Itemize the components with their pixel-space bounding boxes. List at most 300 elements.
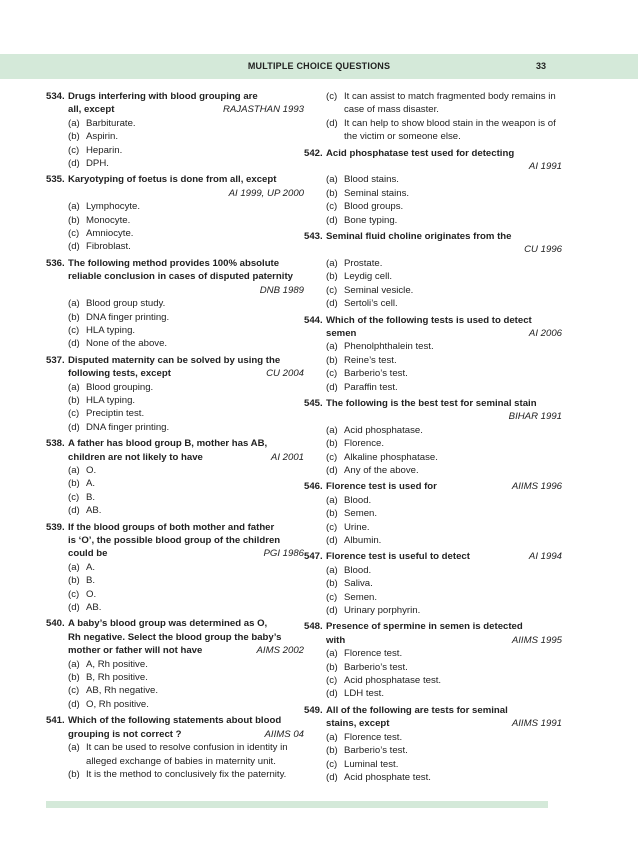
option-text: Barberio’s test.: [344, 368, 408, 380]
option: [326, 257, 562, 270]
option-label: (a): [68, 117, 80, 129]
option: [68, 117, 304, 130]
question-line: [304, 620, 562, 633]
option: [68, 768, 304, 781]
option: [326, 354, 562, 367]
option-label: (a): [326, 424, 338, 436]
question-text: [326, 480, 562, 493]
question-line: [304, 634, 562, 647]
question-text-part: grouping is not correct ?: [68, 728, 182, 740]
option-label: (c): [326, 591, 338, 603]
option-label: (a): [68, 464, 80, 476]
options-list: [68, 658, 304, 712]
option-label: (b): [68, 394, 80, 406]
option: [68, 574, 304, 587]
option-text: Reine’s test.: [344, 354, 397, 366]
question-text: All of the following are tests for seminal: [326, 704, 508, 716]
question-text-part: children are not likely to have: [68, 451, 203, 463]
question-text: [68, 728, 304, 741]
option-text: It can be used to resolve confusion in identity in alleged exchange of babies in maternity unit.: [86, 742, 288, 767]
question-line: [304, 717, 562, 730]
option-label: (d): [68, 241, 80, 253]
question: [304, 397, 562, 477]
option-text: O.: [86, 588, 97, 600]
question-text: [326, 634, 562, 647]
option-text: Leydig cell.: [344, 271, 392, 283]
option-text: DNA finger printing.: [86, 311, 170, 323]
option-label: (c): [68, 144, 80, 156]
question: [46, 354, 304, 434]
question-line: [46, 644, 304, 657]
option-label: (c): [326, 675, 338, 687]
option-text: Seminal vesicle.: [344, 284, 414, 296]
question-number: 540.: [46, 618, 65, 630]
options-list: [326, 340, 562, 394]
question-text: [68, 547, 304, 560]
question-line: [46, 451, 304, 464]
option-label: (b): [326, 187, 338, 199]
option-label: (b): [326, 438, 338, 450]
question-number: 543.: [304, 231, 323, 243]
question-text: reliable conclusion in cases of disputed paternity: [68, 271, 293, 283]
question-line: [304, 704, 562, 717]
option: [326, 661, 562, 674]
question-number: [46, 631, 68, 644]
option-text: A.: [86, 478, 96, 490]
option-label: (d): [326, 771, 338, 783]
option: [68, 297, 304, 310]
question-text: [68, 644, 304, 657]
option-text: Saliva.: [344, 578, 373, 590]
question-text: Seminal fluid choline originates from the: [326, 231, 512, 243]
option: [68, 601, 304, 614]
option: [326, 117, 562, 144]
option-text: Lymphocyte.: [86, 201, 141, 213]
option-text: Phenolphthalein test.: [344, 341, 434, 353]
option-label: (d): [68, 158, 80, 170]
option: [68, 200, 304, 213]
option-label: (a): [326, 564, 338, 576]
option: [326, 744, 562, 757]
option: [68, 504, 304, 517]
option: [68, 130, 304, 143]
option-label: (d): [68, 602, 80, 614]
option-label: (b): [68, 131, 80, 143]
option-label: (c): [326, 284, 338, 296]
option: [326, 451, 562, 464]
option-label: (b): [326, 661, 338, 673]
question-line: [46, 714, 304, 727]
right-column: [304, 90, 562, 787]
question-line: [46, 728, 304, 741]
option-label: (b): [326, 354, 338, 366]
option: [68, 741, 304, 768]
option-text: Paraffin test.: [344, 381, 398, 393]
option-text: Barbiturate.: [86, 117, 136, 129]
option-label: (b): [68, 768, 80, 780]
question: [46, 521, 304, 615]
options-list: [68, 117, 304, 171]
option-label: (d): [326, 688, 338, 700]
question-number: [46, 644, 68, 657]
options-list: [68, 200, 304, 254]
question-text: [68, 367, 304, 380]
option: [326, 647, 562, 660]
options-list: [326, 731, 562, 785]
option-text: Urine.: [344, 521, 370, 533]
option-text: Seminal stains.: [344, 187, 410, 199]
exam-source: DNB 1989: [259, 284, 304, 296]
page-title: MULTIPLE CHOICE QUESTIONS: [247, 61, 391, 71]
page-number: 33: [536, 61, 547, 71]
question-text-part: with: [326, 634, 346, 646]
question: [304, 704, 562, 784]
question-number: 539.: [46, 521, 65, 533]
option-label: (a): [68, 658, 80, 670]
question: [304, 480, 562, 547]
option: [326, 270, 562, 283]
option: [326, 687, 562, 700]
option-text: HLA typing.: [86, 394, 136, 406]
option-label: (c): [68, 324, 80, 336]
option-label: (d): [68, 698, 80, 710]
option-text: It can assist to match fragmented body remains in case of mass disaster.: [344, 91, 556, 116]
option: [68, 337, 304, 350]
option: [68, 324, 304, 337]
option-label: (c): [326, 758, 338, 770]
option-text: Florence test.: [344, 648, 403, 660]
option-text: Prostate.: [344, 257, 383, 269]
question-line: [46, 631, 304, 644]
question-text-part: following tests, except: [68, 368, 171, 380]
option: [326, 507, 562, 520]
question-number: [46, 367, 68, 380]
question: [46, 437, 304, 517]
question-line: [46, 437, 304, 450]
option-text: Luminal test.: [344, 758, 399, 770]
exam-source: AIIMS 04: [264, 728, 304, 740]
question-number: 547.: [304, 551, 323, 563]
option-text: Aspirin.: [86, 131, 118, 143]
option-label: (d): [326, 605, 338, 617]
option-label: (a): [326, 494, 338, 506]
question-number: 549.: [304, 704, 323, 716]
question-line: [46, 270, 304, 283]
question-number: 545.: [304, 397, 323, 409]
option-text: Blood grouping.: [86, 381, 154, 393]
option-text: B.: [86, 575, 96, 587]
question-number: [46, 547, 68, 560]
option: [68, 214, 304, 227]
option: [326, 591, 562, 604]
option-text: Semen.: [344, 508, 378, 520]
option-label: (d): [326, 214, 338, 226]
question-text: A baby’s blood group was determined as O,: [68, 618, 268, 630]
option-text: Florence test.: [344, 731, 403, 743]
question-line: [304, 550, 562, 563]
option-text: Bone typing.: [344, 214, 398, 226]
option-label: (c): [326, 521, 338, 533]
option-text: O.: [86, 464, 97, 476]
option: [68, 421, 304, 434]
question-number: [46, 534, 68, 547]
question: [304, 620, 562, 700]
question-number: [46, 270, 68, 283]
option-text: It is the method to conclusively fix the paternity.: [86, 768, 287, 780]
question-number: 541.: [46, 715, 65, 727]
option-label: (a): [68, 742, 80, 754]
option-text: AB.: [86, 505, 102, 517]
question-line: [304, 147, 562, 160]
question-line: [46, 367, 304, 380]
option-text: LDH test.: [344, 688, 384, 700]
option: [68, 698, 304, 711]
question-number: 536.: [46, 257, 65, 269]
question: [304, 314, 562, 394]
question-text: If the blood groups of both mother and father: [68, 521, 275, 533]
option: [326, 731, 562, 744]
option-label: (a): [68, 561, 80, 573]
exam-source: CU 1996: [524, 244, 562, 256]
question-text: [326, 550, 562, 563]
option-label: (d): [326, 464, 338, 476]
option-label: (a): [68, 381, 80, 393]
option: [326, 494, 562, 507]
option-label: (d): [68, 338, 80, 350]
option: [326, 604, 562, 617]
option: [326, 187, 562, 200]
question-line: [304, 327, 562, 340]
option: [68, 144, 304, 157]
option-text: Urinary porphyrin.: [344, 605, 421, 617]
option-label: (b): [68, 672, 80, 684]
question: [304, 230, 562, 310]
question: [304, 147, 562, 227]
question-number: 548.: [304, 621, 323, 633]
option: [68, 464, 304, 477]
option-label: (a): [326, 341, 338, 353]
option-label: (a): [68, 298, 80, 310]
option-text: AB, Rh negative.: [86, 685, 158, 697]
question-text-part: mother or father will not have: [68, 645, 203, 657]
option-label: (c): [326, 201, 338, 213]
question-line: [304, 230, 562, 243]
question-line: [46, 103, 304, 116]
question-text: The following is the best test for seminal stain: [326, 397, 537, 409]
option-text: DPH.: [86, 158, 109, 170]
question-text: A father has blood group B, mother has AB,: [68, 438, 268, 450]
option-text: Any of the above.: [344, 464, 419, 476]
option: [68, 477, 304, 490]
option-text: A, Rh positive.: [86, 658, 148, 670]
question-text: The following method provides 100% absolute: [68, 257, 280, 269]
question-number: [304, 634, 326, 647]
option: [326, 214, 562, 227]
option-text: DNA finger printing.: [86, 421, 170, 433]
question-line: [46, 173, 304, 186]
option: [68, 684, 304, 697]
options-list: [68, 297, 304, 351]
option-label: (a): [326, 174, 338, 186]
options-list: [68, 561, 304, 615]
page-header: [0, 54, 638, 79]
option: [326, 521, 562, 534]
question-number: [304, 327, 326, 340]
question-line: [304, 480, 562, 493]
option: [326, 297, 562, 310]
option: [68, 491, 304, 504]
option: [326, 464, 562, 477]
option: [326, 340, 562, 353]
option-text: HLA typing.: [86, 324, 136, 336]
question-text-part: stains, except: [326, 718, 390, 730]
option: [68, 407, 304, 420]
exam-source: BIHAR 1991: [508, 411, 562, 423]
question-number: 546.: [304, 481, 323, 493]
option-label: (a): [326, 648, 338, 660]
option-text: Acid phosphate test.: [344, 771, 431, 783]
question-number: [46, 451, 68, 464]
option-text: Sertoli’s cell.: [344, 298, 398, 310]
question: [46, 90, 304, 170]
question-text-part: Florence test is useful to detect: [326, 551, 470, 563]
option: [68, 240, 304, 253]
exam-source: AI 2006: [528, 327, 562, 339]
option: [68, 658, 304, 671]
option: [326, 674, 562, 687]
option: [326, 90, 562, 117]
question-text: Karyotyping of foetus is done from all, except: [68, 174, 277, 186]
question-line: [46, 534, 304, 547]
question: [304, 550, 562, 617]
exam-source: CU 2004: [266, 368, 304, 380]
option-label: (c): [326, 91, 338, 102]
option-text: Alkaline phosphatase.: [344, 451, 438, 463]
options-list: [326, 564, 562, 618]
exam-source: AI 1999, UP 2000: [228, 187, 304, 199]
question-number: [46, 103, 68, 116]
option-text: O, Rh positive.: [86, 698, 149, 710]
option-label: (b): [326, 271, 338, 283]
question-text-part: all, except: [68, 104, 115, 116]
option: [326, 758, 562, 771]
question-text: Which of the following tests is used to detect: [326, 314, 532, 326]
question-text-part: semen: [326, 327, 357, 339]
question-number: 542.: [304, 147, 323, 159]
option-text: Heparin.: [86, 144, 123, 156]
left-column: [46, 90, 304, 784]
option-text: Barberio’s test.: [344, 661, 408, 673]
option-text: Monocyte.: [86, 214, 131, 226]
option-label: (c): [68, 685, 80, 697]
question-number: 538.: [46, 438, 65, 450]
option: [326, 381, 562, 394]
option-text: Amniocyte.: [86, 228, 134, 240]
option-label: (b): [68, 214, 80, 226]
option-label: (d): [326, 117, 338, 129]
option-text: Acid phosphatase test.: [344, 675, 442, 687]
option-label: (d): [326, 535, 338, 546]
option-text: Florence.: [344, 438, 384, 450]
exam-source: AI 1994: [528, 551, 562, 563]
question-number: 544.: [304, 314, 323, 326]
option-text: Blood.: [344, 564, 372, 576]
option: [326, 534, 562, 547]
exam-source: RAJASTHAN 1993: [222, 104, 304, 116]
question-text-part: could be: [68, 548, 108, 560]
question-line: [46, 617, 304, 630]
option: [68, 561, 304, 574]
option-label: (b): [326, 508, 338, 520]
option: [68, 381, 304, 394]
option: [326, 577, 562, 590]
option-label: (d): [326, 381, 338, 393]
question-line: [46, 354, 304, 367]
options-list: [326, 173, 562, 227]
exam-source: AI 1991: [528, 161, 562, 173]
option: [326, 284, 562, 297]
option-text: A.: [86, 561, 96, 573]
question-text: Drugs interfering with blood grouping are: [68, 91, 258, 102]
option-text: None of the above.: [86, 338, 168, 350]
option: [68, 227, 304, 240]
option: [326, 437, 562, 450]
options-list: [68, 741, 304, 781]
option-label: (d): [68, 505, 80, 517]
question: [46, 173, 304, 253]
option-text: Blood groups.: [344, 201, 404, 213]
question: [304, 90, 562, 144]
exam-source: PGI 1986: [263, 548, 304, 560]
option-text: Acid phosphatase.: [344, 424, 423, 436]
option-text: B.: [86, 491, 96, 503]
option-label: (c): [326, 451, 338, 463]
footer-bar: [46, 801, 548, 808]
options-list: [326, 257, 562, 311]
options-list: [326, 494, 562, 548]
question: [46, 617, 304, 711]
option: [68, 311, 304, 324]
question-text: [68, 103, 304, 116]
option: [326, 771, 562, 784]
option-text: AB.: [86, 602, 102, 614]
question-line: [46, 521, 304, 534]
option-label: (a): [326, 731, 338, 743]
option-label: (a): [68, 201, 80, 213]
question-text: Disputed maternity can be solved by using the: [68, 354, 281, 366]
option-text: Barberio’s test.: [344, 745, 408, 757]
question-text: [326, 717, 562, 730]
option-label: (d): [326, 298, 338, 310]
option-label: (a): [326, 257, 338, 269]
options-list: [326, 647, 562, 701]
question-text: [68, 451, 304, 464]
option-label: (c): [68, 408, 80, 420]
option-label: (c): [326, 368, 338, 380]
option-label: (c): [68, 491, 80, 503]
question-number: [46, 728, 68, 741]
option-label: (c): [68, 588, 80, 600]
option-label: (b): [68, 311, 80, 323]
option: [68, 671, 304, 684]
option-text: B, Rh positive.: [86, 672, 148, 684]
question: [46, 714, 304, 781]
question-text: Rh negative. Select the blood group the baby’s: [68, 631, 282, 643]
option-label: (b): [326, 745, 338, 757]
question-text: Which of the following statements about blood: [68, 715, 282, 727]
option-label: (b): [68, 575, 80, 587]
question-text: [326, 327, 562, 340]
